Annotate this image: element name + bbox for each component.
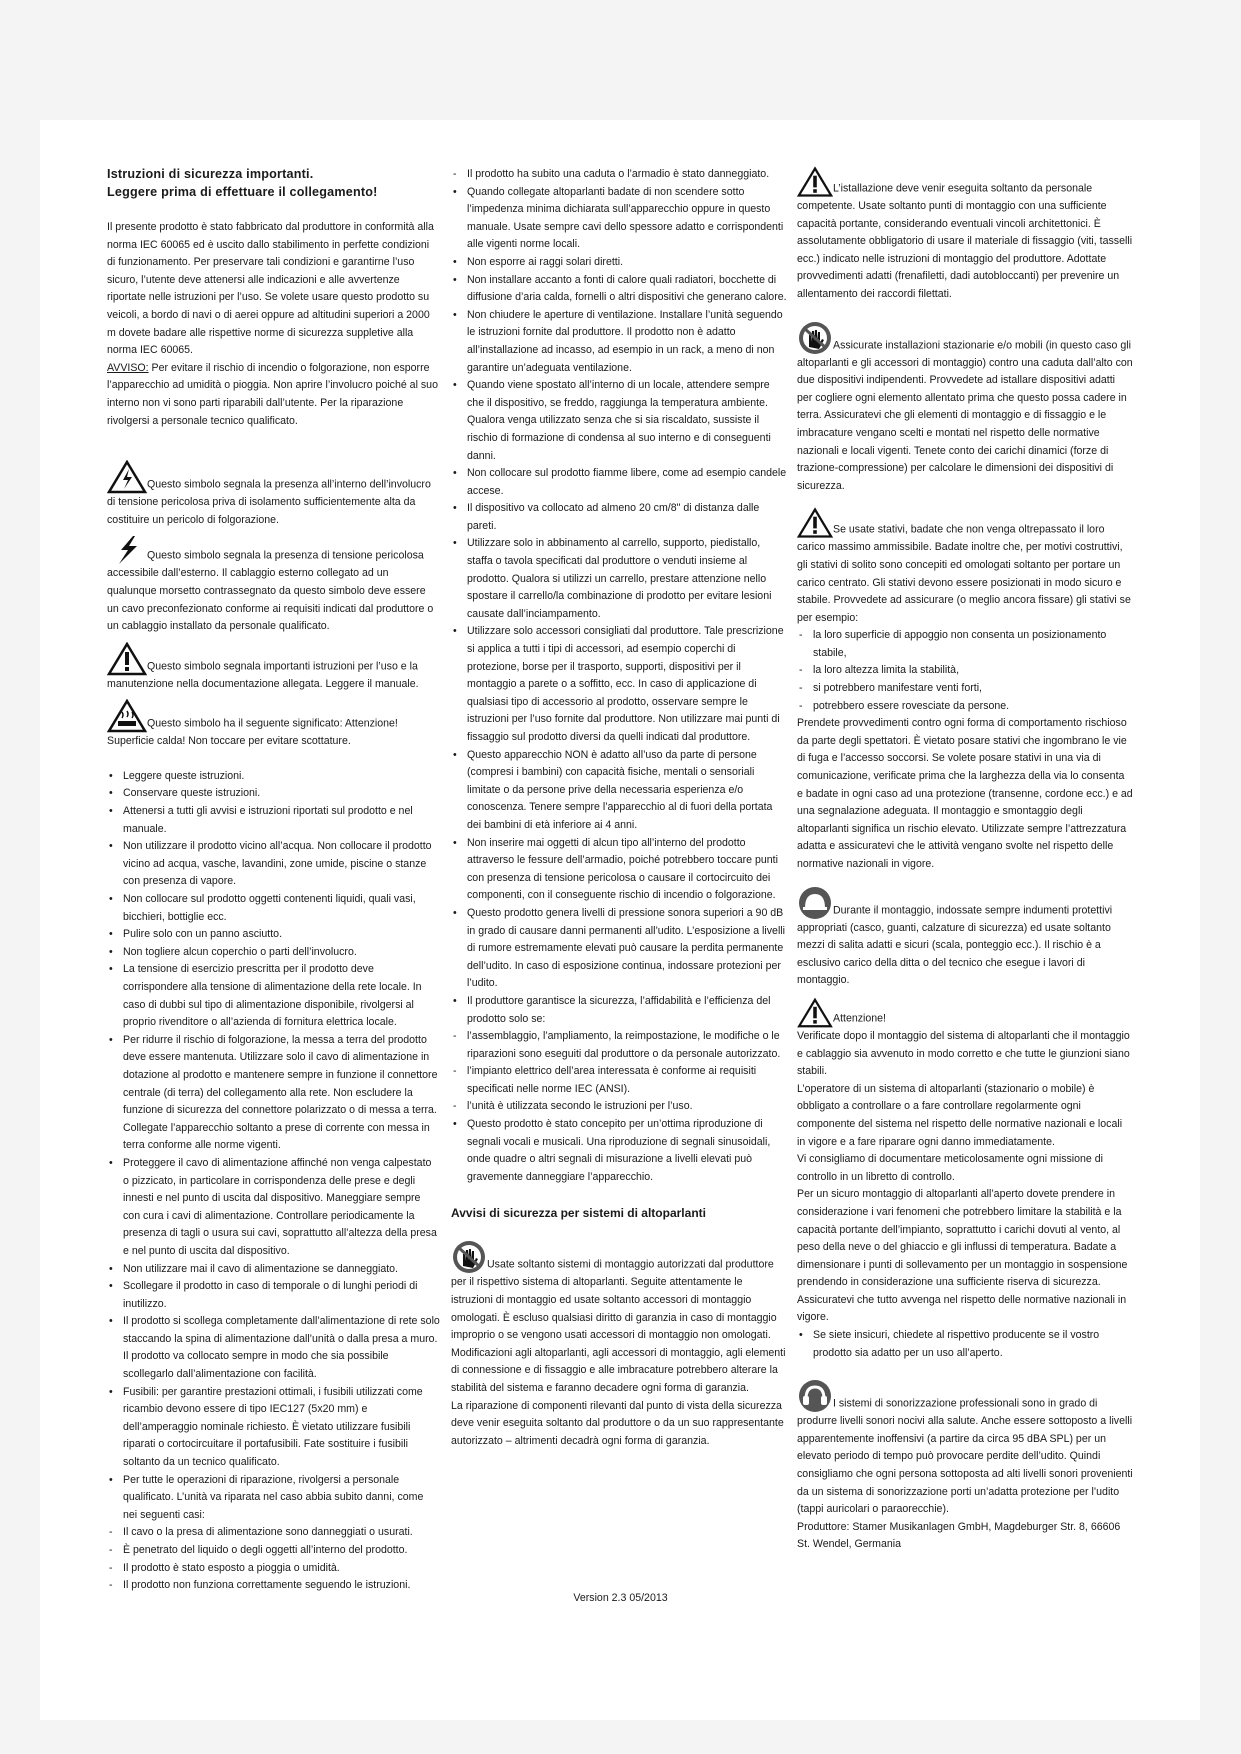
list-item: • Non esporre ai raggi solari diretti.: [451, 254, 787, 272]
symbol-exclamation: Questo simbolo segnala importanti istruzioni per l’uso e la manutenzione nella documentazione allegata. Leggere il manuale.: [107, 642, 440, 694]
operator-paragraph: L’operatore di un sistema di altoparlanti (stazionario o mobile) è obbligato a controllare o a fare controllare regolarmente ogni componente del sistema nel rispetto delle normative nazionali e locali in vigore e a fare riparare ogni danno immediatamente.: [797, 1082, 1123, 1148]
list-item: • Utilizzare solo in abbinamento al carrello, supporto, piedistallo, staffa o tavola specificati dal produttore o venduti insieme al prodotto. Qualora si utilizzi un carrello, prestare attenzione nello spostare il carrello/la combinazione di prodotto per evitare lesioni causate dall’inciampamento.: [451, 535, 787, 623]
list-item: - Il cavo o la presa di alimentazione sono danneggiati o usurati.: [107, 1524, 440, 1542]
warning-exclamation-icon: [797, 507, 833, 539]
list-item: • Non utilizzare il prodotto vicino all’acqua. Non collocare il prodotto vicino ad acqua, vasche, lavandini, zone umide, piscine o stanze con presenza di vapore.: [107, 838, 440, 891]
stands-paragraph: Se usate stativi, badate che non venga oltrepassato il loro carico massimo ammissibile. Badate inoltre che, per motivi costruttivi, gli stativi di solito sono concepiti ed omologati soltanto per portare un carico centrato. Gli stativi devono essere posizionati in modo sicuro e stabile. Provvedete ad assicurare (o meglio ancora fissare) gli stativi se per esempio:: [797, 507, 1133, 627]
protective-clothing-paragraph: Durante il montaggio, indossate sempre indumenti protettivi appropriati (casco, guanti, calzature di sicurezza) ed usate soltanto mezzi di salita adatti e sicuri (scala, ponteggio ecc.). Il rischio è a esclusivo carico della ditta o del tecnico che esegue i lavori di montaggio.: [797, 886, 1133, 990]
ear-protection-icon: [797, 1379, 833, 1413]
doc-title-line2: Leggere prima di effettuare il collegamento!: [107, 185, 378, 199]
no-touch-hand-icon: [797, 321, 833, 355]
list-item: • Il prodotto si scollega completamente dall’alimentazione di rete solo staccando la spina di alimentazione dall’unità o dalla presa a muro. Il prodotto va collocato sempre in modo che sia possibile scollegarlo dall’alimentazione con facilità.: [107, 1313, 440, 1383]
no-touch-hand-icon: [451, 1240, 487, 1274]
list-item: - l’assemblaggio, l’ampliamento, la reimpostazione, le modifiche o le riparazioni sono eseguiti dal produttore o da personale autorizzato.: [451, 1028, 787, 1063]
list-item: • Attenersi a tutti gli avvisi e istruzioni riportati sul prodotto e nel manuale.: [107, 803, 440, 838]
list-item: - potrebbero essere rovesciate da persone.: [797, 698, 1133, 716]
list-item: • Per tutte le operazioni di riparazione, rivolgersi a personale qualificato. L’unità va riparata nel caso abbia subito danni, come nei seguenti casi:: [107, 1472, 440, 1525]
list-item: - l’impianto elettrico dell’area interessata è conforme ai requisiti specificati nelle norme IEC (ANSI).: [451, 1063, 787, 1098]
list-item: • Se siete insicuri, chiedete al rispettivo producente se il vostro prodotto sia adatto per un uso all’aperto.: [797, 1327, 1133, 1362]
list-item: • Proteggere il cavo di alimentazione affinché non venga calpestato o pizzicato, in particolare in corrispondenza delle prese e degli innesti e nel punto di uscita dal dispositivo. Maneggiare sempre con cura i cavi di alimentazione. Controllare periodicamente la presenza di tagli o usura sui cavi, soprattutto all’altezza della presa e nel punto di uscita dal dispositivo.: [107, 1155, 440, 1261]
hot-surface-icon: [107, 699, 147, 733]
dash-list-left: [107, 1524, 440, 1594]
list-item: • Conservare queste istruzioni.: [107, 785, 440, 803]
list-item: • La tensione di esercizio prescritta per il prodotto deve corrispondere alla tensione di alimentazione della rete locale. In caso di dubbi sul tipo di alimentazione disponibile, rivolgersi al proprio rivenditore o all’azienda di fornitura elettrica locale.: [107, 961, 440, 1031]
bullet-list-middle: [451, 184, 787, 1029]
list-item: - Il prodotto è stato esposto a pioggia o umidità.: [107, 1560, 440, 1578]
list-item: - Il prodotto ha subito una caduta o l’armadio è stato danneggiato.: [451, 166, 787, 184]
column-left: [107, 166, 440, 1595]
list-item: - si potrebbero manifestare venti forti,: [797, 680, 1133, 698]
speaker-systems-paragraph-1: Usate soltanto sistemi di montaggio autorizzati dal produttore per il rispettivo sistema di altoparlanti. Seguite attentamente le istruzioni di montaggio ed usate soltanto accessori di montaggio omologati. È escluso qualsiasi diritto di garanzia in caso di montaggio improprio o se vengono usati accessori di montaggio non omologati.: [451, 1240, 787, 1344]
symbol-hot-surface: Questo simbolo ha il seguente significato: Attenzione! Superficie calda! Non toccare per evitare scottature.: [107, 699, 440, 751]
lightning-triangle-icon: [107, 460, 147, 494]
list-item: • Non inserire mai oggetti di alcun tipo all’interno del prodotto attraverso le fessure dell’armadio, poiché potrebbero toccare punti con presenza di tensione pericolosa o causare il cortocircuito dei componenti, con il conseguente rischio di incendio o folgorazione.: [451, 835, 787, 905]
list-item: • Quando collegate altoparlanti badate di non scendere sotto l’impedenza minima dichiarata sull’apparecchio oppure in questo manuale. Usate sempre cavi dello spessore adatto e corrispondenti alle vigenti norme locali.: [451, 184, 787, 254]
section-heading-speaker-systems: Avvisi di sicurezza per sistemi di altoparlanti: [451, 1206, 706, 1221]
list-item: • Leggere queste istruzioni.: [107, 768, 440, 786]
list-item: • Questo prodotto genera livelli di pressione sonora superiori a 90 dB in grado di causare danni permanenti all’udito. L’esposizione a livelli di rumore estremamente elevati può causare la perdita permanente dell’udito. In caso di esposizione continua, indossare protezioni per l’udito.: [451, 905, 787, 993]
dash-list-top: [451, 166, 787, 184]
producer-address: Produttore: Stamer Musikanlagen GmbH, Magdeburger Str. 8, 66606 St. Wendel, Germania: [797, 1520, 1121, 1551]
stands-dash-list: [797, 627, 1133, 715]
list-item: • Utilizzare solo accessori consigliati dal produttore. Tale prescrizione si applica a tutti i tipi di accessori, ad esempio coperchi di protezione, borse per il trasporto, supporti, dispositivi per il montaggio a parete o a soffitto, ecc. In caso di applicazione di qualsiasi tipo di accessorio al prodotto, osservare sempre le istruzioni per l’uso fornite dal produttore. Non utilizzare mai punti di fissaggio sul prodotto diversi da quelli indicati dal produttore.: [451, 623, 787, 746]
list-item: • Non installare accanto a fonti di calore quali radiatori, bocchette di diffusione d’aria calda, fornelli o altri dispositivi che generano calore.: [451, 272, 787, 307]
column-middle: [451, 166, 787, 1450]
avviso-paragraph: [107, 360, 440, 430]
list-item: • Pulire solo con un panno asciutto.: [107, 926, 440, 944]
list-item: - È penetrato del liquido o degli oggetti all’interno del prodotto.: [107, 1542, 440, 1560]
symbol-lightning: Questo simbolo segnala la presenza di tensione pericolosa accessibile dall’esterno. Il cablaggio esterno collegato ad un qualunque morsetto contrassegnato da questo simbolo deve essere un cavo preconfezionato conforme ai requisiti indicati dal produttore o un cablaggio installato da personale qualificato.: [107, 535, 440, 635]
list-item: - Il prodotto non funziona correttamente seguendo le istruzioni.: [107, 1577, 440, 1595]
sound-level-paragraph: I sistemi di sonorizzazione professionali sono in grado di produrre livelli sonori nocivi alla salute. Anche essere sottoposto a livelli apparentemente inoffensivi (a partire da circa 95 dBA SPL) per un elevato periodo di tempo può provocare perdite dell’udito. Quindi consigliamo che ogni persona sottoposta ad alti livelli sonori provenienti da un sistema di sonorizzazione porti un’adatta protezione per l’udito (tappi auricolari o paraorecchie).: [797, 1379, 1133, 1519]
list-item: • Questo apparecchio NON è adatto all’uso da parte di persone (compresi i bambini) con capacità fisiche, mentali o sensoriali limitate o da persone prive della necessaria esperienza e/o conoscenza. Tenere sempre l’apparecchio al di fuori della portata dei bambini di età inferiore ai 4 anni.: [451, 747, 787, 835]
list-item: • Non collocare sul prodotto fiamme libere, come ad esempio candele accese.: [451, 465, 787, 500]
list-item: • Quando viene spostato all’interno di un locale, attendere sempre che il dispositivo, se freddo, raggiunga la temperatura ambiente. Qualora venga utilizzato senza che si sia riscaldato, sussiste il rischio di formazione di condensa al suo interno e di conseguenti danni.: [451, 377, 787, 465]
warning-exclamation-icon: [107, 642, 147, 676]
doc-title-line1: Istruzioni di sicurezza importanti.: [107, 167, 314, 181]
avviso-text: Per evitare il rischio di incendio o folgorazione, non esporre l’apparecchio ad umidità o pioggia. Non aprire l’involucro poiché al suo interno non vi sono parti riparabili dall’utente. Per la riparazione rivolgersi a personale tecnico qualificato.: [107, 361, 438, 427]
document-paragraph: Vi consigliamo di documentare meticolosamente ogni missione di controllo in un libretto di controllo.: [797, 1153, 1104, 1183]
list-item: • Per ridurre il rischio di folgorazione, la messa a terra del prodotto deve essere mantenuta. Utilizzare solo il cavo di alimentazione in dotazione al prodotto e mantenere sempre in funzione il connettore centrale (di terra) del collegamento alla rete. Non escludere la funzione di sicurezza del connettore polarizzato o di messa a terra. Collegate l’apparecchio soltanto a prese di corrente con messa in terra conforme alle norme vigenti.: [107, 1032, 440, 1155]
secure-installation-paragraph: Assicurate installazioni stazionarie e/o mobili (in questo caso gli altoparlanti e gli accessori di montaggio) contro una caduta dall’alto con due dispositivi indipendenti. Provvedete ad istallare dispositivi adatti per cogliere ogni elemento allentato prima che questo possa cadere in terra. Assicuratevi che gli elementi di montaggio e di fissaggio e le imbracature vengano scelti e montati nel rispetto delle normative nazionali e locali vigenti. Tenete conto dei carichi dinamici (forze di trazione-compressione) per calcolare le dimensioni dei dispositivi di sicurezza.: [797, 321, 1133, 496]
verify-paragraph: Verificate dopo il montaggio del sistema di altoparlanti che il montaggio e cablaggio sia avvenuto in modo corretto e che tutte le giunzioni siano stabili.: [797, 1029, 1130, 1078]
speaker-systems-paragraph-3: La riparazione di componenti rilevanti dal punto di vista della sicurezza deve venir eseguita soltanto dal produttore o da un suo rappresentante autorizzato – altrimenti decadrà ogni forma di garanzia.: [451, 1399, 784, 1447]
intro-paragraph: Il presente prodotto è stato fabbricato dal produttore in conformità alla norma IEC 60065 ed è uscito dallo stabilimento in perfette condizioni di funzionamento. Per preservare tali condizioni e garantirne l’uso sicuro, l’utente deve attenersi alle indicazioni e alle avvertenze riportate nelle istruzioni per l’uso. Se volete usare questo prodotto su veicoli, a bordo di navi o di aerei oppure ad altitudini superiori a 2000 m dovete badare alle rispettive norme di sicurezza suppletive alla norma IEC 60065.: [107, 221, 434, 357]
lightning-icon: [107, 535, 147, 565]
warning-exclamation-icon: [797, 166, 833, 198]
avviso-label: AVVISO:: [107, 361, 149, 374]
list-item: - la loro superficie di appoggio non consenta un posizionamento stabile,: [797, 627, 1133, 662]
attention-heading: Attenzione!: [797, 998, 1133, 1028]
list-item: • Il dispositivo va collocato ad almeno 20 cm/8" di distanza dalle pareti.: [451, 500, 787, 535]
dash-list-middle: [451, 1028, 787, 1116]
bullet-list-left: [107, 768, 440, 1525]
list-item: • Scollegare il prodotto in caso di temporale o di lunghi periodi di inutilizzo.: [107, 1278, 440, 1313]
list-item: - la loro altezza limita la stabilità,: [797, 662, 1133, 680]
version-footer: Version 2.3 05/2013: [573, 1592, 668, 1604]
outdoor-paragraph: Per un sicuro montaggio di altoparlanti all’aperto dovete prendere in considerazione i vari fenomeni che potrebbero limitare la stabilità e la capacità portante dell’impianto, soprattutto i carichi dovuti al vento, al peso della neve o del ghiaccio e gli influssi di temperatura. Badate a dimensionare i punti di sollevamento per un montaggio in sospensione prendendo in considerazione una sufficiente riserva di sicurezza. Assicuratevi che tutto avvenga nel rispetto delle normative nazionali in vigore.: [797, 1188, 1128, 1324]
list-item: • Fusibili: per garantire prestazioni ottimali, i fusibili utilizzati come ricambio devono essere di tipo IEC127 (5x20 mm) e dell’amperaggio nominale richiesto. È vietato utilizzare fusibili riparati o cortocircuitare il portafusibili. Fate sostituire i fusibili soltanto da un tecnico qualificato.: [107, 1384, 440, 1472]
installation-paragraph: L’istallazione deve venir eseguita soltanto da personale competente. Usate soltanto punti di montaggio con una sufficiente capacità portante, considerando eventuali vincoli architettonici. È assolutamente obbligatorio di usare il materiale di fissaggio (viti, tasselli ecc.) indicato nelle istruzioni di montaggio del produttore. Adottate provvedimenti adatti (frenafiletti, dadi autobloccanti) per prevenire un allentamento dei raccordi filettati.: [797, 166, 1133, 304]
column-right: [797, 166, 1133, 1554]
list-item: • Il produttore garantisce la sicurezza, l’affidabilità e l’efficienza del prodotto solo se:: [451, 993, 787, 1028]
list-item: • Non chiudere le aperture di ventilazione. Installare l’unità seguendo le istruzioni fornite dal produttore. Il prodotto non è adatto all’installazione ad incasso, ad esempio in un rack, a meno di non garantire un’adeguata ventilazione.: [451, 307, 787, 377]
list-item: - l’unità è utilizzata secondo le istruzioni per l’uso.: [451, 1098, 787, 1116]
warning-exclamation-icon: [797, 998, 833, 1028]
bullet-list-middle-last: [451, 1116, 787, 1186]
outdoor-bullet-list: [797, 1327, 1133, 1362]
helmet-icon: [797, 886, 833, 920]
spectators-paragraph: Prendete provvedimenti contro ogni forma di comportamento rischioso da parte degli spettatori. È vietato posare stativi che ingombrano le vie di fuga e l’accesso soccorsi. Se volete posare stativi in una via di comunicazione, verificate prima che la larghezza della via lo consenta e badate in ogni caso ad una protezione (transenne, cordone ecc.) e ad una segnalazione adeguata. Il montaggio e smontaggio degli altoparlanti significa un rischio elevato. Utilizzate sempre l’attrezzatura adatta e assicuratevi che le attività vengano svolte nel rispetto delle normative nazionali in vigore.: [797, 717, 1133, 870]
list-item: • Questo prodotto è stato concepito per un’ottima riproduzione di segnali vocali e musicali. Una riproduzione di segnali sinusoidali, onde quadre o altri segnali di misurazione a livelli elevati può gravemente danneggiare l’apparecchio.: [451, 1116, 787, 1186]
list-item: • Non collocare sul prodotto oggetti contenenti liquidi, quali vasi, bicchieri, bottiglie ecc.: [107, 891, 440, 926]
list-item: • Non utilizzare mai il cavo di alimentazione se danneggiato.: [107, 1261, 440, 1279]
symbol-lightning-triangle: Questo simbolo segnala la presenza all’interno dell’involucro di tensione pericolosa priva di isolamento sufficientemente alta da costituire un pericolo di folgorazione.: [107, 460, 440, 529]
list-item: • Non togliere alcun coperchio o parti dell’involucro.: [107, 944, 440, 962]
speaker-systems-paragraph-2: Modificazioni agli altoparlanti, agli accessori di montaggio, agli elementi di connessione e di fissaggio e alle imbracature potrebbero alterare la stabilità del sistema e faranno decadere ogni forma di garanzia.: [451, 1346, 786, 1394]
